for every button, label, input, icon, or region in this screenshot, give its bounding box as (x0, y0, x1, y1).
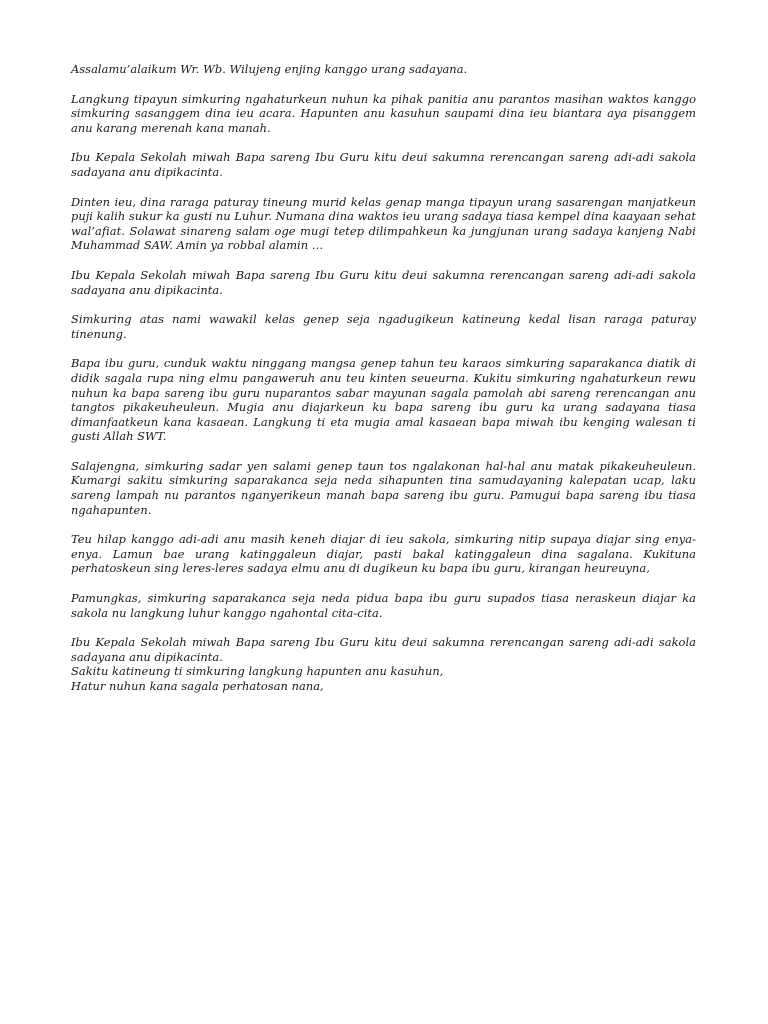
closing-address-paragraph: Ibu Kepala Sekolah miwah Bapa sareng Ibu Guru kitu deui sakumna rerencangan sareng adi-adi sakola sadayana anu dipikacinta. (71, 635, 696, 664)
purpose-paragraph: Simkuring atas nami wawakil kelas genep seja ngadugikeun katineung kedal lisan raraga paturay tinenung. (71, 312, 696, 341)
document-page (71, 62, 696, 694)
closing-apology-line: Sakitu katineung ti simkuring langkung hapunten anu kasuhun, (71, 664, 444, 679)
teachers-paragraph: Bapa ibu guru, cunduk waktu ninggang mangsa genep tahun teu karaos simkuring saparakanca diatik di didik sagala rupa ning elmu pangaweruh anu teu kinten seueurna. Kukitu simkuring ngahaturkeun rewu nuhun ka bapa sareng ibu guru nuparantos sabar mayunan sagala pamolah abi sareng rerencangan anu tangtos pikakeuheuleun. Mugia anu diajarkeun ku bapa sareng ibu guru ka urang sadayana tiasa dimanfaatkeun kana kasaean. Langkung ti eta mugia amal kasaean bapa miwah ibu kenging walesan ti gusti Allah SWT. (71, 356, 696, 444)
address-paragraph-repeat: Ibu Kepala Sekolah miwah Bapa sareng Ibu Guru kitu deui sakumna rerencangan sareng adi-adi sakola sadayana anu dipikacinta. (71, 267, 696, 297)
opening-paragraph: Langkung tipayun simkuring ngahaturkeun nuhun ka pihak panitia anu parantos masihan waktos kanggo simkuring sasanggem dina ieu acara. Hapunten anu kasuhun saupami dina ieu biantara aya pisanggem anu karang merenah kana manah. (71, 91, 696, 135)
apology-paragraph: Salajengna, simkuring sadar yen salami genep taun tos ngalakonan hal-hal anu matak pikakeuheuleun. Kumargi sakitu simkuring saparakanca seja neda sihapunten tina samudayaning kalepatan ucap, laku sareng lampah nu parantos nganyerikeun manah bapa sareng ibu guru. Pamugui bapa sareng ibu tiasa ngahapunten. (71, 458, 696, 517)
closing-thanks-line: Hatur nuhun kana sagala perhatosan nana, (71, 679, 324, 693)
juniors-paragraph: Teu hilap kanggo adi-adi anu masih keneh diajar di ieu sakola, simkuring nitip supaya diajar sing enya-enya. Lamun bae urang katinggaleun diajar, pasti bakal katinggaleun dina sagalana. Kukituna perhatoskeun sing leres-leres sadaya elmu anu di dugikeun ku bapa ibu guru, kirangan heureuyna, (71, 532, 696, 576)
address-paragraph: Ibu Kepala Sekolah miwah Bapa sareng Ibu Guru kitu deui sakumna rerencangan sareng adi-adi sakola sadayana anu dipikacinta. (71, 150, 696, 179)
greeting-paragraph: Assalamu’alaikum Wr. Wb. Wilujeng enjing kanggo urang sadayana. (71, 62, 468, 76)
gratitude-paragraph: Dinten ieu, dina raraga paturay tineung murid kelas genap manga tipayun urang sasarengan manjatkeun puji kalih sukur ka gusti nu Luhur. Numana dina waktos ieu urang sadaya tiasa kempel dina kaayaan sehat wal’afiat. Solawat sinareng salam oge mugi tetep dilimpahkeun ka jungjunan urang sadaya kanjeng Nabi Muhammad SAW. Amin ya robbal alamin … (71, 194, 696, 253)
final-request-paragraph: Pamungkas, simkuring saparakanca seja neda pidua bapa ibu guru supados tiasa neraskeun diajar ka sakola nu langkung luhur kanggo ngahontal cita-cita. (71, 591, 696, 620)
closing-section (71, 635, 696, 693)
